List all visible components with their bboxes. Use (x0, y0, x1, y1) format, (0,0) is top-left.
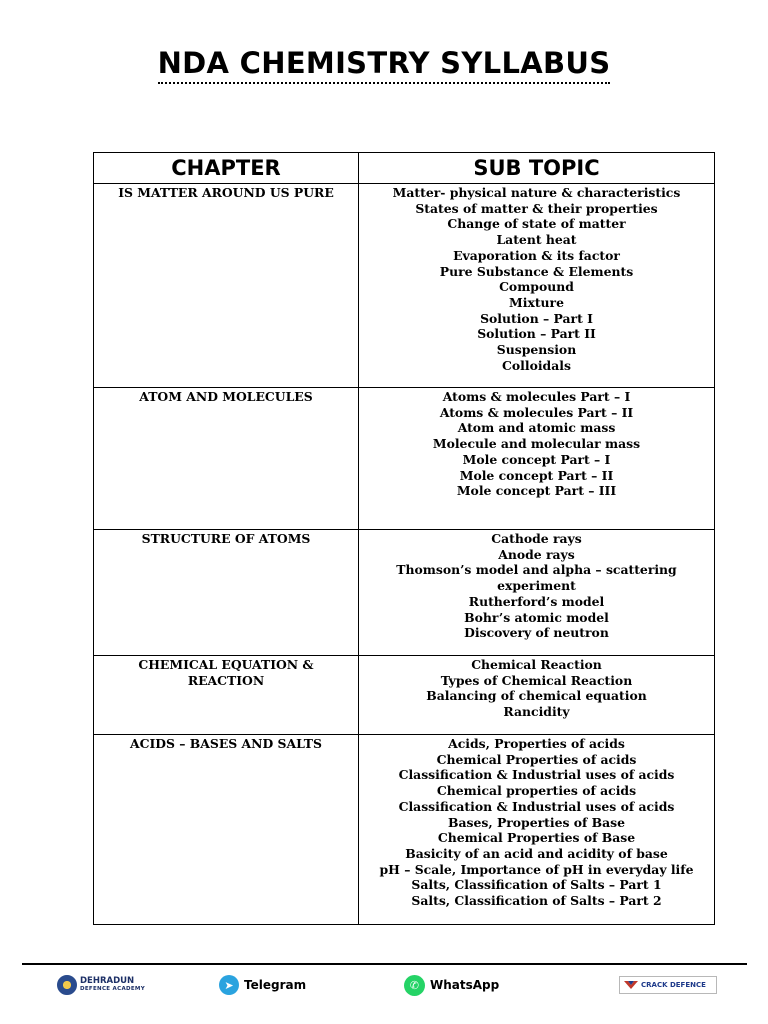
telegram-link[interactable] (219, 970, 306, 1000)
topic-list (359, 184, 714, 373)
topic-list (359, 656, 714, 720)
telegram-label: Telegram (244, 978, 307, 992)
chapter-cell (94, 656, 359, 735)
academy-name-line1: DEHRADUN (80, 976, 135, 986)
crack-defence-label: CRACK DEFENCE (641, 980, 706, 989)
list-item: Salts, Classification of Salts – Part 1 (411, 877, 662, 893)
chapter-cell (94, 388, 359, 530)
list-item: Latent heat (496, 232, 577, 248)
footer (0, 970, 768, 1000)
list-item: Suspension (496, 342, 577, 358)
chapter-cell (94, 184, 359, 388)
list-item: Cathode rays (491, 531, 582, 546)
academy-emblem-icon (57, 975, 77, 995)
list-item: States of matter & their properties (415, 200, 658, 216)
list-item: Chemical Properties of Base (437, 830, 636, 846)
list-item: Thomson’s model and alpha – scattering experiment (396, 562, 677, 594)
page-title-text: NDA CHEMISTRY SYLLABUS (158, 46, 611, 84)
list-item: pH – Scale, Importance of pH in everyday life (379, 861, 694, 877)
table-row (94, 735, 715, 925)
list-item: Bohr’s atomic model (464, 609, 609, 625)
table-row (94, 184, 715, 388)
subtopic-cell (359, 656, 715, 735)
subtopic-cell (359, 184, 715, 388)
list-item: Mole concept Part – I (462, 451, 611, 467)
academy-name-line2: DEFENCE ACADEMY (80, 986, 145, 992)
chapter-name: STRUCTURE OF ATOMS (141, 531, 311, 546)
list-item: Colloidals (502, 357, 571, 373)
list-item: Mole concept Part – III (456, 483, 617, 499)
list-item: Mole concept Part – II (459, 467, 614, 483)
list-item: Solution – Part I (480, 310, 593, 326)
chapter-name: ATOM AND MOLECULES (139, 389, 313, 404)
topic-list (359, 530, 714, 641)
crack-defence-link[interactable] (619, 970, 717, 1000)
list-item: Discovery of neutron (464, 625, 609, 641)
list-item: Salts, Classification of Salts – Part 2 (411, 893, 662, 909)
list-item: Molecule and molecular mass (432, 436, 641, 452)
topic-list (359, 735, 714, 909)
table-row (94, 388, 715, 530)
subtopic-cell (359, 388, 715, 530)
telegram-icon: ➤ (219, 975, 239, 995)
list-item: Classification & Industrial uses of acids (398, 798, 675, 814)
list-item: Solution – Part II (477, 326, 596, 342)
chapter-name: ACIDS – BASES AND SALTS (130, 736, 322, 751)
subtopic-cell (359, 735, 715, 925)
whatsapp-icon: ✆ (404, 975, 425, 996)
list-item: Basicity of an acid and acidity of base (405, 845, 668, 861)
chapter-header: CHAPTER (94, 153, 359, 184)
dehradun-defence-academy-link[interactable] (57, 970, 145, 1000)
list-item: Chemical Properties of acids (436, 751, 637, 767)
subtopic-header: SUB TOPIC (359, 153, 715, 184)
list-item: Rancidity (503, 704, 570, 720)
table-row (94, 530, 715, 656)
list-item: Atoms & molecules Part – II (439, 404, 634, 420)
list-item: Anode rays (498, 546, 575, 562)
list-item: Compound (499, 279, 574, 295)
whatsapp-link[interactable] (404, 970, 499, 1000)
topic-list (359, 388, 714, 499)
list-item: Rutherford’s model (468, 593, 605, 609)
footer-divider (22, 963, 747, 965)
list-item: Classification & Industrial uses of acids (398, 767, 675, 783)
list-item: Types of Chemical Reaction (440, 672, 633, 688)
list-item: Bases, Properties of Base (447, 814, 626, 830)
whatsapp-label: WhatsApp (430, 978, 500, 992)
page-title (0, 46, 768, 84)
list-item: Pure Substance & Elements (439, 263, 634, 279)
table-header-row (94, 153, 715, 184)
list-item: Mixture (509, 294, 564, 310)
list-item: Evaporation & its factor (453, 247, 620, 263)
syllabus-table (93, 152, 715, 925)
list-item: Change of state of matter (447, 216, 626, 232)
chapter-name: IS MATTER AROUND US PURE (118, 185, 334, 200)
academy-name (80, 977, 145, 993)
list-item: Matter- physical nature & characteristics (392, 185, 681, 200)
subtopic-cell (359, 530, 715, 656)
crack-defence-logo-icon (624, 980, 638, 990)
list-item: Chemical Reaction (471, 657, 602, 672)
list-item: Atom and atomic mass (457, 420, 616, 436)
list-item: Balancing of chemical equation (426, 688, 647, 704)
list-item: Chemical properties of acids (436, 783, 637, 799)
chapter-name: CHEMICAL EQUATION & REACTION (138, 657, 314, 688)
chapter-cell (94, 530, 359, 656)
list-item: Acids, Properties of acids (448, 736, 625, 751)
chapter-cell (94, 735, 359, 925)
table-row (94, 656, 715, 735)
list-item: Atoms & molecules Part – I (442, 389, 631, 404)
crack-defence-badge (619, 976, 717, 994)
